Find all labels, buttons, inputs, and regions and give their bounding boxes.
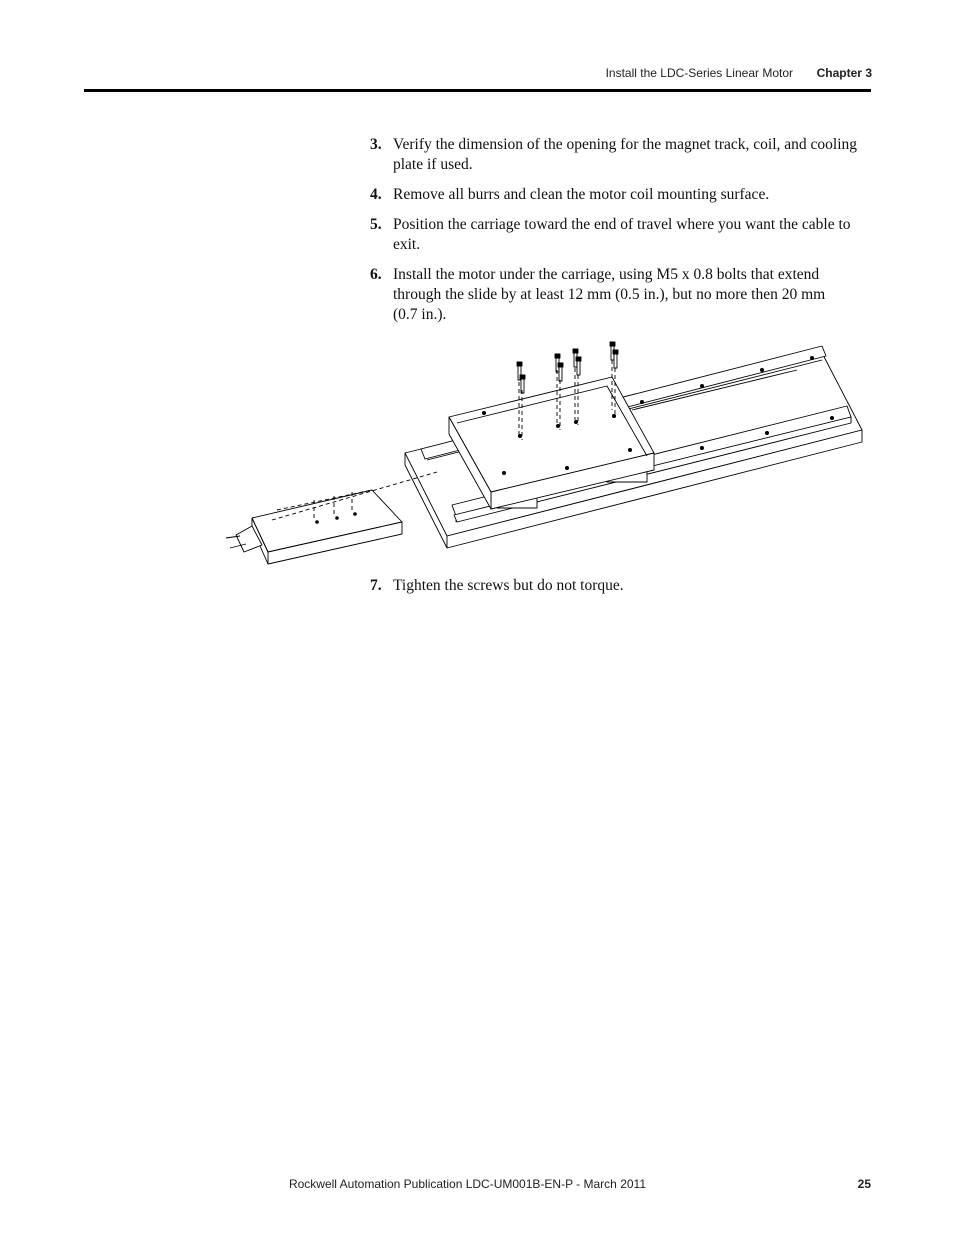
running-header-title: Install the LDC-Series Linear Motor xyxy=(605,66,793,80)
step-text: Remove all burrs and clean the motor coil mounting surface. xyxy=(393,186,770,203)
step-text: Tighten the screws but do not torque. xyxy=(393,577,624,594)
step-3 xyxy=(370,135,875,175)
running-header-chapter: Chapter 3 xyxy=(816,66,872,80)
step-number: 6. xyxy=(370,266,382,283)
motor-mounting-figure xyxy=(222,330,867,570)
step-number: 5. xyxy=(370,216,382,233)
step-text: Position the carriage toward the end of travel where you want the cable to exit. xyxy=(393,216,851,253)
step-7 xyxy=(370,576,875,596)
header-rule xyxy=(84,89,871,92)
step-4 xyxy=(370,185,875,205)
step-6 xyxy=(370,265,830,325)
step-text: Install the motor under the carriage, using M5 x 0.8 bolts that extend through the slide by at least 12 mm (0.5 in.), but no more then 20 mm (0.7 in.). xyxy=(393,266,826,323)
footer-publication: Rockwell Automation Publication LDC-UM001B-EN-P - March 2011 xyxy=(288,1177,646,1191)
step-5 xyxy=(370,215,875,255)
step-text: Verify the dimension of the opening for the magnet track, coil, and cooling plate if used. xyxy=(393,136,858,173)
step-number: 4. xyxy=(370,186,382,203)
motor-coil xyxy=(226,472,437,564)
page-number: 25 xyxy=(857,1177,871,1191)
step-number: 7. xyxy=(370,577,382,594)
step-number: 3. xyxy=(370,136,382,153)
